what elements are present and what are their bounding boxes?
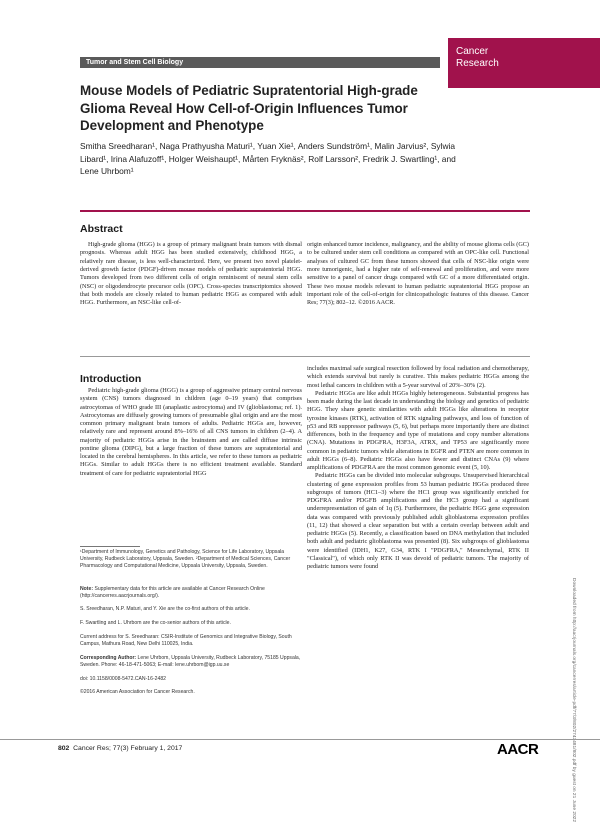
abstract-column-2: origin enhanced tumor incidence, malignancy, and the ability of mouse glioma cells (GC) to be cultured under stem cell conditions as compared with an OPC-like cell. Functional analyses of cultured GC from these tumors showed that cells of NSC-like origin were more tumorigenic, had a higher rate of self-renewal and proliferation, and were more sensitive to a panel of cancer drugs compared with GC of a more differentiated origin. These two mouse models relevant to human pediatric supratentorial HGG propose an important role of the cell-of-origin for clinicopathologic features of this disease. Cancer Res; 77(3); 802–12. ©2016 AACR. [307, 241, 529, 307]
current-address-note: Current address for S. Sreedharan: CSIR-Institute of Genomics and Integrative Biology, South Campus, Mathura Road, New Delhi 110025, India. [80, 634, 292, 648]
journal-name-line1: Cancer [456, 46, 489, 57]
abstract-divider [80, 356, 530, 357]
intro-paragraph: Pediatric HGGs can be divided into molecular subgroups. Unsupervised hierarchical clustering of gene expression profiles from 53 human pediatric HGGs produced three subgroups of tumors (HC1–3) where the HC1 group was significantly enriched for PDGFRA and/or PDGFB amplifications and the HC3 group had a significant underrepresentation of gain of 1q (5). Furthermore, the pediatric HGG gene expression data was compared with previously published adult glioblastoma expression profiles (11, 12) that showed a clear separation but with a certain overlap between adult and pediatric HGGs (5). Recently, a classification based on DNA methylation that included both adult and pediatric glioblastoma was presented (8). Six subgroups of glioblastoma were identified (IDH1, K27, G34, RTK I "PDGFRA," Mesenchymal, RTK II "Classical"), of which only RTK II was devoid of pediatric tumors. The majority of pediatric tumors were found [307, 472, 529, 570]
aacr-logo: AACR [497, 741, 539, 758]
footer-rule [0, 739, 600, 740]
cofirst-authors-note: S. Sreedharan, N.P. Maturi, and Y. Xie are the co-first authors of this article. [80, 606, 250, 612]
download-notice: Downloaded from http://aacrjournals.org/cancerres/article-pdf/77/3/802/2743481/802.pdf by guest on 21 June 2022 [571, 578, 576, 822]
affiliations-footnote: ¹Department of Immunology, Genetics and Pathology, Science for Life Laboratory, Uppsala University, Rudbeck Laboratory, Uppsala, Sweden. ²Department of Medical Sciences, Cancer Pharmacology and Computational Medicine, Uppsala University, Uppsala, Sweden. [80, 549, 291, 570]
intro-column-2 [307, 365, 529, 571]
corresponding-text: Lene Uhrbom, Uppsala University, Rudbeck Laboratory, 75185 Uppsala, Sweden. Phone: 46-18-471-5063; E-mail: lene.uhrbom@igp.uu.se [80, 655, 301, 669]
page-number: 802 [58, 745, 70, 752]
corresponding-label: Corresponding Author: [80, 655, 137, 661]
abstract-column-1: High-grade glioma (HGG) is a group of primary malignant brain tumors with dismal prognosis. Whereas adult HGG has been studied extensively, childhood HGG, a relatively rare disease, is less well-characterized. Here, we present two novel platelet-derived growth factor (PDGF)-driven mouse models of pediatric supratentorial HGG. Tumors developed from two different cells of origin reminiscent of neural stem cells (NSC) or oligodendrocyte precursor cells (OPC). Cross-species transcriptomics showed that both models are closely related to human pediatric HGG as compared with adult HGG. Furthermore, an NSC-like cell-of- [80, 241, 302, 307]
title-divider [80, 210, 530, 212]
copyright-text: ©2016 American Association for Cancer Research. [80, 689, 195, 695]
journal-badge [448, 38, 600, 88]
abstract-heading: Abstract [80, 223, 123, 235]
doi-text: doi: 10.1158/0008-5472.CAN-16-2482 [80, 676, 166, 682]
journal-name-line2: Research [456, 58, 499, 69]
corresponding-author-note [80, 655, 302, 669]
citation-text: Cancer Res; 77(3) February 1, 2017 [73, 745, 183, 752]
cosenior-authors-note: F. Swartling and L. Uhrbom are the co-senior authors of this article. [80, 620, 231, 626]
intro-paragraph: includes maximal safe surgical resection followed by focal radiation and chemotherapy, which extends survival but rarely is curative. This makes pediatric HGGs among the most lethal cancers in children with a 5-year survival of 20%–30% (2). [307, 365, 529, 389]
author-list: Smitha Sreedharan¹, Naga Prathyusha Maturi¹, Yuan Xie¹, Anders Sundström¹, Malin Jarvius², Sylwia Libard¹, Irina Alafuzoff¹, Holger Weishaupt¹, Mårten Fryknäs², Rolf Larsson², Fredrik J. Swartling¹, and Lene Uhrbom¹ [80, 141, 456, 176]
footnote-rule [80, 546, 140, 547]
intro-paragraph: Pediatric HGGs are like adult HGGs highly heterogeneous. Substantial progress has been made during the last decade in understanding the biology and genetics of pediatric HGG. They share genetic similarities with adult HGGs like alterations in receptor tyrosine kinases (RTK), activation of RTK signaling pathways, and loss of function of p53 and RB suppressor pathways (5, 6), but perhaps more importantly there are distinct differences, both in the frequency and type of mutations and copy number alterations (CNA). Mutations in PDGFRA, H3F3A, ATRX, and TP53 are significantly more common in pediatric tumors while alterations in EGFR and PTEN are more common in adult HGGs (6–8). Pediatric HGGs also have fewer and distinct CNAs (9) where amplifications of PDGFRA are the most common genomic event (5, 10). [307, 389, 529, 471]
article-title: Mouse Models of Pediatric Supratentorial High-grade Glioma Reveal How Cell-of-Origin Influences Tumor Development and Phenotype [80, 83, 418, 133]
note-text: Supplementary data for this article are available at Cancer Research Online (http://cancerres.aacrjournals.org/). [80, 586, 265, 600]
intro-paragraph: Pediatric high-grade glioma (HGG) is a group of aggressive primary central nervous system (CNS) tumors diagnosed in children (age 0–19 years) that comprises astrocytomas of WHO grade III (anaplastic astrocytoma) and IV (glioblastoma; ref. 1). Astrocytomas are diffusely growing tumors of presumable glial origin and are the most common primary malignant brain tumors of adults. Pediatric HGGs are, however, relatively rare and represent around 8%–16% of all CNS tumors in children (2–4). A majority of pediatric HGGs arise in the brainstem and are called diffuse intrinsic pontine glioma (DIPG), but a large fraction of these tumors are supratentorial and located in the cerebral hemispheres. In this article, we refer to these tumors as pediatric HGGs. Similar to adult HGGs there is no efficient treatment available. Standard treatment of care for pediatric supratentorial HGG [80, 387, 302, 477]
intro-column-1 [80, 387, 302, 478]
supplementary-note [80, 586, 302, 600]
introduction-heading: Introduction [80, 373, 142, 385]
section-bar [80, 57, 440, 68]
download-sidebar [571, 230, 586, 822]
footer-citation [58, 744, 182, 754]
section-label: Tumor and Stem Cell Biology [86, 59, 184, 66]
note-label: Note: [80, 586, 94, 592]
